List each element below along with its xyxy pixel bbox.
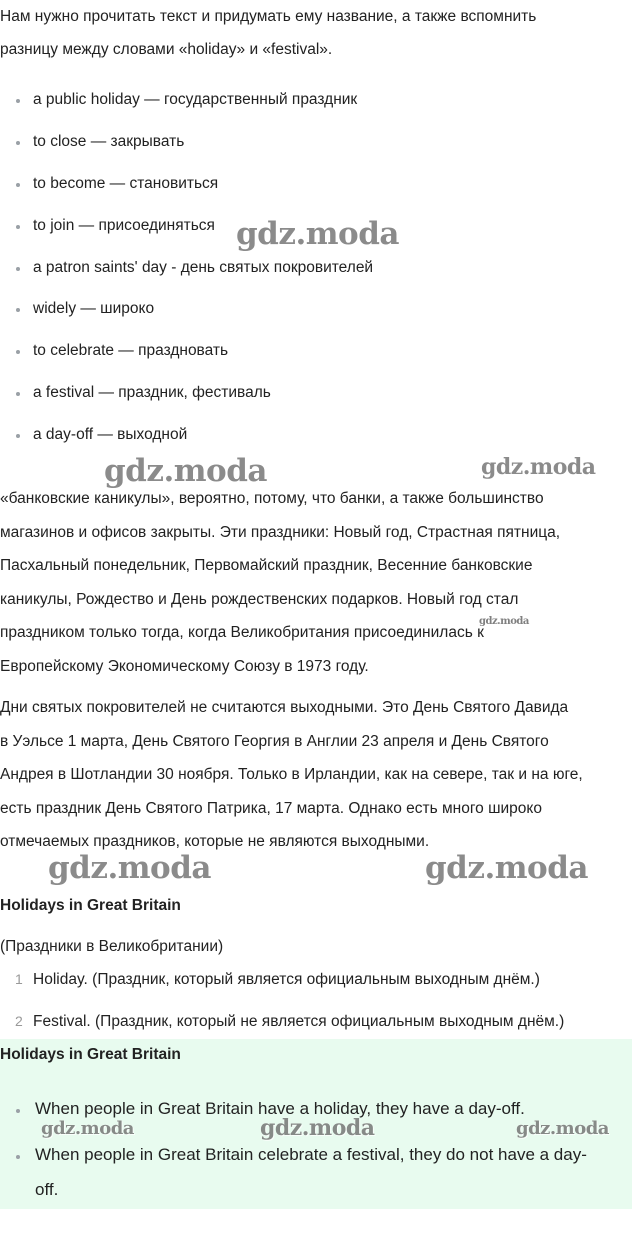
watermark-logo: gdz.moda (236, 216, 399, 252)
item-text: Festival. (Праздник, который не является официальным выходным днём.) (33, 1013, 565, 1030)
watermark-logo: gdz.moda (425, 850, 588, 886)
answer-title: Holidays in Great Britain (0, 1046, 181, 1063)
numbered-item (0, 1013, 632, 1037)
bullet-icon (16, 183, 20, 187)
bullet-icon (16, 308, 20, 312)
item-number: 2 (15, 1013, 23, 1029)
section-title: Holidays in Great Britain (0, 897, 181, 914)
paragraph-line: в Уэльсе 1 марта, День Святого Георгия в Англии 23 апреля и День Святого (0, 733, 549, 750)
bullet-icon (16, 225, 20, 229)
bullet-icon (16, 267, 20, 271)
bullet-icon (16, 99, 20, 103)
bullet-icon (16, 141, 20, 145)
watermark-logo: gdz.moda (260, 1115, 375, 1141)
numbered-item (0, 971, 632, 995)
paragraph-line: каникулы, Рождество и День рождественских подарков. Новый год стал (0, 591, 519, 608)
paragraph-line: Дни святых покровителей не считаются выходными. Это День Святого Давида (0, 699, 569, 716)
intro-line-1: Нам нужно прочитать текст и придумать ему название, а также вспомнить (0, 8, 537, 25)
bullet-icon (16, 1155, 20, 1159)
watermark-logo: gdz.moda (104, 453, 267, 489)
title-translation: (Праздники в Великобритании) (0, 938, 224, 955)
watermark-logo: gdz.moda (516, 1118, 609, 1139)
paragraph-line: Андрея в Шотландии 30 ноября. Только в Ирландии, как на севере, так и на юге, (0, 766, 583, 783)
bullet-icon (16, 1109, 20, 1113)
paragraph-line: праздником только тогда, когда Великобритания присоединилась к (0, 624, 484, 641)
watermark-logo: gdz.moda (48, 850, 211, 886)
watermark-logo: gdz.moda (41, 1118, 134, 1139)
watermark-logo: gdz.moda (481, 454, 596, 480)
item-number: 1 (15, 971, 23, 987)
bullet-icon (16, 350, 20, 354)
bullet-icon (16, 392, 20, 396)
watermark-logo: gdz.moda (479, 616, 529, 627)
paragraph-line: есть праздник День Святого Патрика, 17 марта. Однако есть много широко (0, 800, 542, 817)
paragraph-line: Европейскому Экономическому Союзу в 1973 году. (0, 658, 369, 675)
bullet-icon (16, 434, 20, 438)
item-text: Holiday. (Праздник, который является официальным выходным днём.) (33, 971, 540, 988)
paragraph-line: магазинов и офисов закрыты. Эти праздники: Новый год, Страстная пятница, (0, 524, 561, 541)
paragraph-line: «банковские каникулы», вероятно, потому, что банки, а также большинство (0, 490, 544, 507)
paragraph-line: отмечаемых праздников, которые не являются выходными. (0, 833, 430, 850)
paragraph-line: Пасхальный понедельник, Первомайский праздник, Весенние банковские (0, 557, 533, 574)
intro-line-2: разницу между словами «holiday» и «festival». (0, 41, 333, 58)
